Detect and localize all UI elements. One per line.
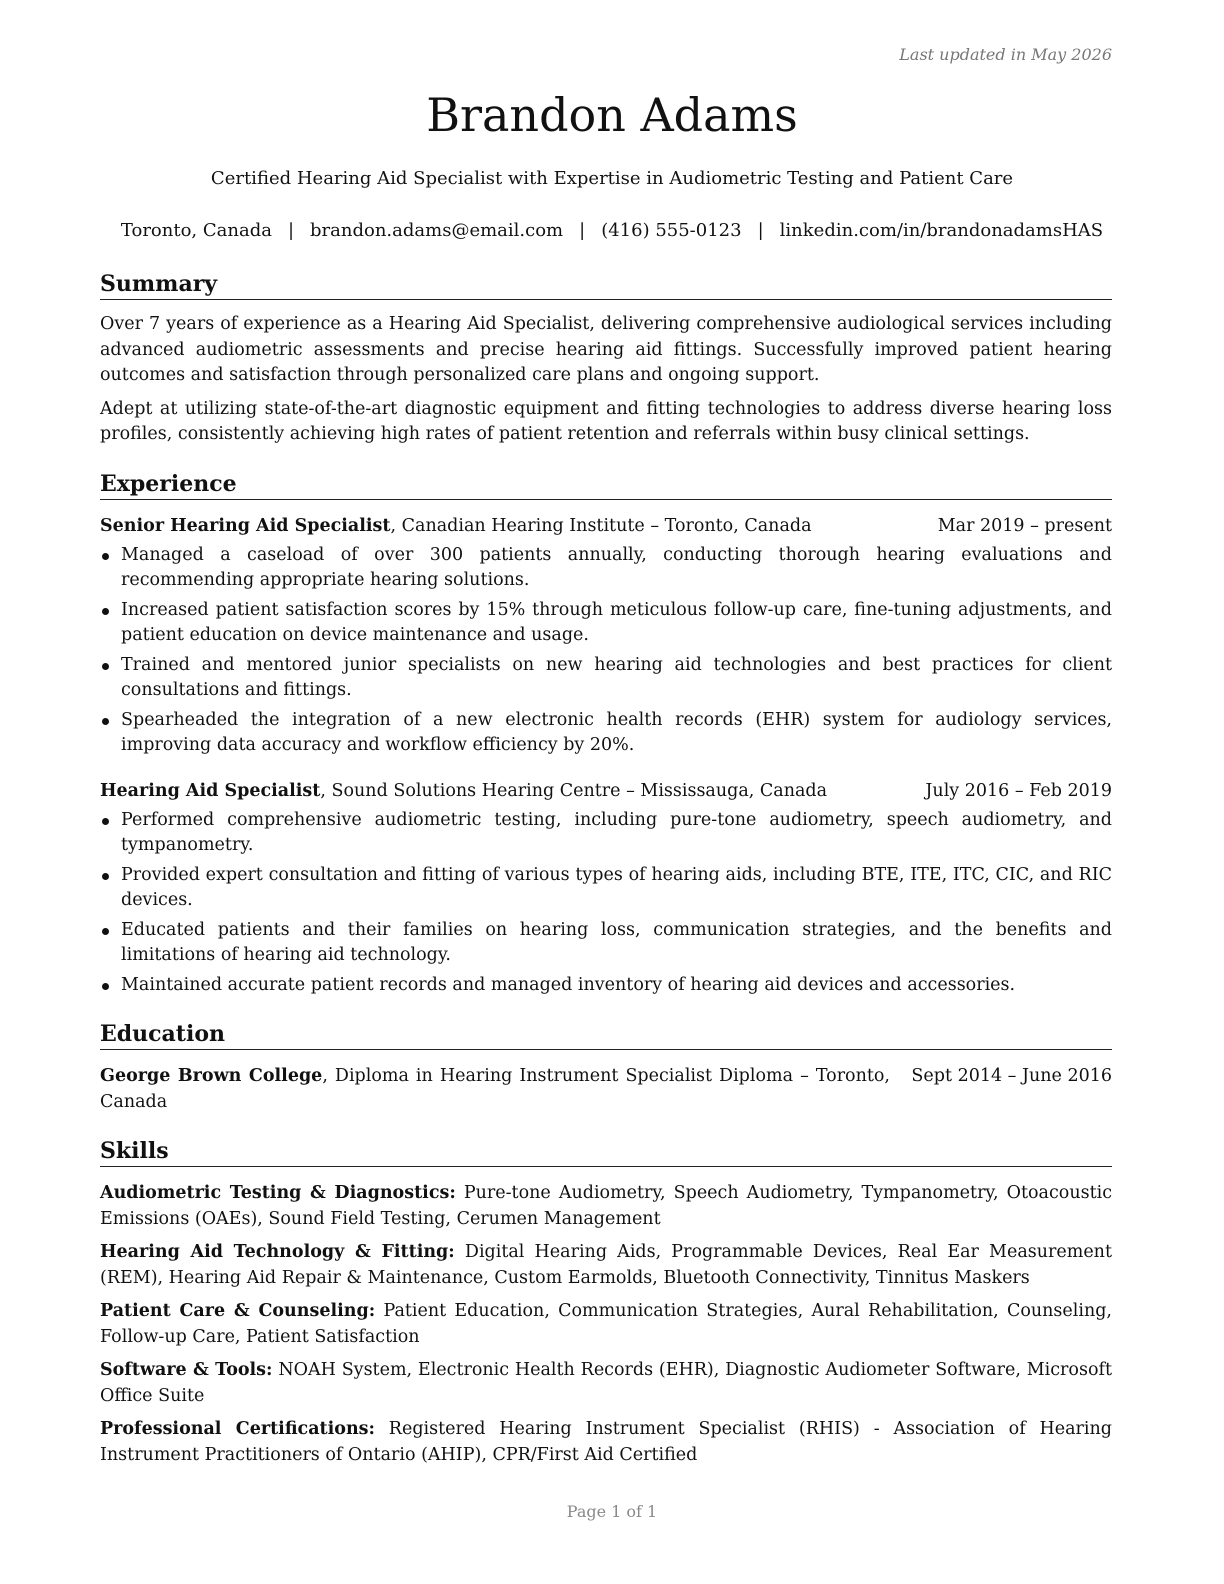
bullet-item: Provided expert consultation and fitting of various types of hearing aids, including BTE, ITE, ITC, CIC, and RIC devices. bbox=[100, 863, 1112, 914]
job-bullets bbox=[100, 543, 1112, 759]
school-name: George Brown College bbox=[100, 1066, 323, 1086]
tagline: Certified Hearing Aid Specialist with Expertise in Audiometric Testing and Patient Care bbox=[210, 168, 1014, 189]
section-title-skills: Skills bbox=[100, 1137, 1112, 1167]
job-entry bbox=[100, 779, 1112, 999]
skill-list: Patient Education, Communication Strategies, Aural Rehabilitation, Counseling, Follow-up Care, Patient Satisfaction bbox=[100, 1301, 1112, 1347]
bullet-item: Managed a caseload of over 300 patients annually, conducting thorough hearing evaluations and recommending appropriate hearing solutions. bbox=[100, 543, 1112, 594]
skill-group bbox=[100, 1181, 1112, 1232]
contact-separator: | bbox=[287, 220, 295, 241]
education-section bbox=[100, 1020, 1112, 1115]
bullet-item: Trained and mentored junior specialists on new hearing aid technologies and best practices for client consultations and fittings. bbox=[100, 653, 1112, 704]
job-org: , Sound Solutions Hearing Centre – Mississauga, Canada bbox=[320, 780, 828, 801]
job-header bbox=[100, 779, 1112, 804]
contact-location: Toronto, Canada bbox=[120, 220, 272, 241]
skill-category: Audiometric Testing & Diagnostics: bbox=[100, 1183, 456, 1203]
job-dates: Mar 2019 – present bbox=[937, 515, 1112, 536]
skill-group bbox=[100, 1417, 1112, 1468]
resume-body bbox=[100, 270, 1112, 1468]
skill-category: Patient Care & Counseling: bbox=[100, 1301, 376, 1321]
skill-list: Digital Hearing Aids, Programmable Devices, Real Ear Measurement (REM), Hearing Aid Repair & Maintenance, Custom Earmolds, Bluetooth Connectivity, Tinnitus Maskers bbox=[100, 1242, 1112, 1288]
skill-group bbox=[100, 1358, 1112, 1409]
skill-category: Software & Tools: bbox=[100, 1360, 273, 1380]
skills-section bbox=[100, 1137, 1112, 1468]
education-entry bbox=[100, 1064, 1112, 1115]
bullet-item: Spearheaded the integration of a new electronic health records (EHR) system for audiology services, improving data accuracy and workflow efficiency by 20%. bbox=[100, 708, 1112, 759]
section-title-summary: Summary bbox=[100, 270, 1112, 300]
job-role: Hearing Aid Specialist bbox=[100, 780, 321, 801]
page-number: Page 1 of 1 bbox=[566, 1502, 658, 1521]
job-header bbox=[100, 514, 1112, 539]
skill-list: NOAH System, Electronic Health Records (EHR), Diagnostic Audiometer Software, Microsoft Office Suite bbox=[100, 1360, 1112, 1406]
skill-list: Registered Hearing Instrument Specialist (RHIS) - Association of Hearing Instrument Practitioners of Ontario (AHIP), CPR/First Aid Certified bbox=[100, 1419, 1112, 1465]
bullet-item: Increased patient satisfaction scores by 15% through meticulous follow-up care, fine-tuning adjustments, and patient education on device maintenance and usage. bbox=[100, 598, 1112, 649]
contact-phone: (416) 555-0123 bbox=[601, 220, 742, 241]
candidate-name: Brandon Adams bbox=[426, 88, 798, 142]
contact-separator: | bbox=[579, 220, 586, 241]
bullet-item: Maintained accurate patient records and managed inventory of hearing aid devices and accessories. bbox=[100, 973, 1112, 999]
job-entry bbox=[100, 514, 1112, 759]
skill-list: Pure-tone Audiometry, Speech Audiometry, Tympanometry, Otoacoustic Emissions (OAEs), Sound Field Testing, Cerumen Management bbox=[100, 1183, 1113, 1229]
summary-paragraph: Adept at utilizing state-of-the-art diagnostic equipment and fitting technologies to address diverse hearing loss profiles, consistently achieving high rates of patient retention and referrals within busy clinical settings. bbox=[100, 398, 1112, 444]
section-title-experience: Experience bbox=[100, 470, 1112, 500]
experience-section bbox=[100, 470, 1112, 999]
job-dates: July 2016 – Feb 2019 bbox=[925, 780, 1112, 801]
skill-category: Professional Certifications: bbox=[100, 1419, 375, 1439]
education-dates: Sept 2014 – June 2016 bbox=[911, 1066, 1112, 1086]
contact-email[interactable]: brandon.adams@email.com bbox=[310, 220, 564, 241]
contact-linkedin[interactable]: linkedin.com/in/brandonadamsHAS bbox=[779, 220, 1104, 241]
skill-group bbox=[100, 1299, 1112, 1350]
job-title-line bbox=[100, 779, 827, 804]
job-bullets bbox=[100, 808, 1112, 999]
summary-section bbox=[100, 270, 1112, 448]
job-role: Senior Hearing Aid Specialist bbox=[100, 515, 391, 536]
skill-group bbox=[100, 1240, 1112, 1291]
last-updated: Last updated in May 2026 bbox=[899, 45, 1112, 64]
job-org: , Canadian Hearing Institute – Toronto, Canada bbox=[390, 515, 812, 536]
job-title-line bbox=[100, 514, 812, 539]
contact-line bbox=[0, 220, 1224, 241]
degree-text: , Diploma in Hearing Instrument Specialist Diploma – Toronto, Canada bbox=[100, 1066, 890, 1112]
section-title-education: Education bbox=[100, 1020, 1112, 1050]
contact-separator: | bbox=[757, 220, 764, 241]
summary-paragraph: Over 7 years of experience as a Hearing Aid Specialist, delivering comprehensive audiological services including advanced audiometric assessments and precise hearing aid fittings. Successfully improved patient hearing outcomes and satisfaction through personalized care plans and ongoing support. bbox=[100, 314, 1112, 385]
bullet-item: Performed comprehensive audiometric testing, including pure-tone audiometry, speech audiometry, and tympanometry. bbox=[100, 808, 1112, 859]
bullet-item: Educated patients and their families on hearing loss, communication strategies, and the benefits and limitations of hearing aid technology. bbox=[100, 918, 1112, 969]
skill-category: Hearing Aid Technology & Fitting: bbox=[100, 1242, 455, 1262]
education-detail bbox=[100, 1064, 890, 1115]
